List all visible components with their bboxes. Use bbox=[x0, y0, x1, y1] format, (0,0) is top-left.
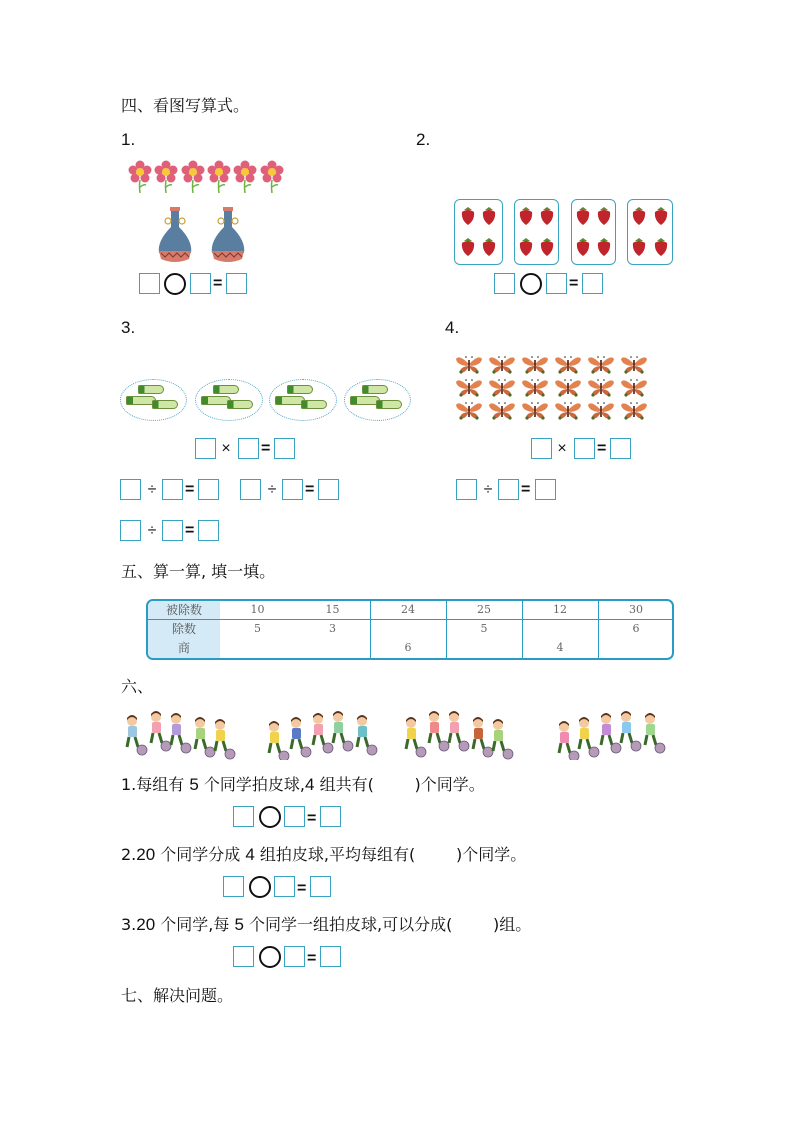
cell-dividend: 25 bbox=[477, 603, 491, 616]
cell-dividend: 30 bbox=[629, 603, 643, 616]
question-number: 20 bbox=[136, 915, 156, 934]
strawberry-icon bbox=[596, 237, 612, 257]
answer-blank[interactable] bbox=[374, 775, 415, 794]
strawberry-icon bbox=[653, 206, 669, 226]
corn-group-oval bbox=[195, 379, 263, 421]
strawberry-icon bbox=[575, 237, 591, 257]
question-2 bbox=[121, 845, 526, 865]
answer-box[interactable] bbox=[582, 273, 603, 294]
answer-box[interactable] bbox=[531, 438, 552, 459]
equals-sign: = bbox=[297, 880, 307, 897]
strawberry-group bbox=[454, 199, 503, 265]
flower-icon bbox=[154, 160, 178, 194]
problem-4-number: 4. bbox=[445, 318, 460, 337]
times-sign: × bbox=[557, 440, 567, 457]
butterfly-icons bbox=[455, 354, 651, 422]
answer-box[interactable] bbox=[223, 876, 244, 897]
answer-box[interactable] bbox=[456, 479, 477, 500]
cell-divisor[interactable]: 6 bbox=[632, 622, 640, 635]
answer-box[interactable] bbox=[546, 273, 567, 294]
children-bouncing-balls-icon bbox=[118, 708, 678, 760]
corn-group-oval bbox=[269, 379, 337, 421]
answer-box[interactable] bbox=[610, 438, 631, 459]
problem-1-number: 1. bbox=[121, 130, 136, 149]
cell-divisor[interactable]: 3 bbox=[329, 622, 336, 635]
answer-box[interactable] bbox=[162, 479, 183, 500]
equals-sign: = bbox=[305, 481, 315, 498]
divide-sign: ÷ bbox=[483, 481, 493, 498]
answer-box[interactable] bbox=[494, 273, 515, 294]
answer-box[interactable] bbox=[310, 876, 331, 897]
corn-icon bbox=[227, 400, 253, 409]
answer-box[interactable] bbox=[240, 479, 261, 500]
cell-dividend: 10 bbox=[250, 603, 265, 616]
equals-sign: = bbox=[213, 275, 223, 292]
answer-box[interactable] bbox=[535, 479, 556, 500]
equals-sign: = bbox=[307, 810, 317, 827]
flower-icon bbox=[207, 160, 231, 194]
cell-quotient[interactable]: 4 bbox=[556, 641, 564, 654]
equals-sign: = bbox=[261, 440, 271, 457]
cell-quotient[interactable]: 6 bbox=[404, 641, 412, 654]
cell-dividend: 24 bbox=[401, 603, 415, 616]
row-header-divisor: 除数 bbox=[171, 622, 196, 636]
question-number: 4 bbox=[305, 775, 315, 794]
answer-box[interactable] bbox=[282, 479, 303, 500]
answer-box[interactable] bbox=[320, 946, 341, 967]
strawberry-icon bbox=[481, 206, 497, 226]
children-ball-picture bbox=[118, 708, 678, 760]
corn-icon bbox=[287, 385, 313, 394]
equals-sign: = bbox=[185, 481, 195, 498]
question-1 bbox=[121, 775, 485, 795]
strawberry-icon bbox=[539, 237, 555, 257]
operator-circle[interactable] bbox=[259, 946, 281, 968]
answer-box[interactable] bbox=[318, 479, 339, 500]
answer-box[interactable] bbox=[284, 806, 305, 827]
answer-box[interactable] bbox=[120, 520, 141, 541]
answer-box[interactable] bbox=[190, 273, 211, 294]
cell-dividend: 15 bbox=[325, 603, 340, 616]
question-text: 个同学拍皮球, bbox=[198, 775, 306, 794]
answer-box[interactable] bbox=[198, 479, 219, 500]
answer-blank[interactable] bbox=[415, 845, 456, 864]
equals-sign: = bbox=[569, 275, 579, 292]
question-text: )个同学。 bbox=[414, 775, 485, 794]
butterfly-grid bbox=[455, 354, 651, 422]
row-header-quotient: 商 bbox=[177, 641, 190, 655]
question-text: 个同学,每 bbox=[155, 915, 235, 934]
strawberry-icon bbox=[518, 206, 534, 226]
strawberry-group bbox=[514, 199, 559, 265]
division-table bbox=[146, 599, 674, 660]
flower-icon bbox=[128, 160, 152, 194]
strawberry-group bbox=[571, 199, 616, 265]
corn-icon bbox=[362, 385, 388, 394]
strawberry-icon bbox=[631, 206, 647, 226]
strawberry-icon bbox=[596, 206, 612, 226]
answer-box[interactable] bbox=[574, 438, 595, 459]
problem-2-number: 2. bbox=[416, 130, 431, 149]
answer-box[interactable] bbox=[274, 876, 295, 897]
corn-group-oval bbox=[344, 379, 411, 421]
answer-box[interactable] bbox=[233, 806, 254, 827]
problem-3-number: 3. bbox=[121, 318, 136, 337]
strawberry-icon bbox=[460, 206, 476, 226]
question-text: 1.每组有 bbox=[121, 775, 190, 794]
equals-sign: = bbox=[307, 950, 317, 967]
strawberry-icon bbox=[460, 237, 476, 257]
divide-sign: ÷ bbox=[267, 481, 277, 498]
answer-box[interactable] bbox=[162, 520, 183, 541]
cell-divisor[interactable]: 5 bbox=[254, 622, 261, 635]
flower-icon bbox=[260, 160, 284, 194]
question-number: 5 bbox=[234, 915, 244, 934]
corn-icon bbox=[376, 400, 402, 409]
operator-circle[interactable] bbox=[249, 876, 271, 898]
question-text: )组。 bbox=[493, 915, 532, 934]
strawberry-icon bbox=[653, 237, 669, 257]
row-header-dividend: 被除数 bbox=[165, 603, 202, 617]
question-number: 5 bbox=[189, 775, 199, 794]
corn-icon bbox=[152, 400, 178, 409]
answer-box[interactable] bbox=[233, 946, 254, 967]
section-7-title: 七、解决问题。 bbox=[121, 986, 234, 1005]
answer-box[interactable] bbox=[320, 806, 341, 827]
equals-sign: = bbox=[185, 522, 195, 539]
question-3 bbox=[121, 915, 531, 935]
question-text: )个同学。 bbox=[455, 845, 527, 864]
strawberry-icon bbox=[518, 237, 534, 257]
answer-box[interactable] bbox=[226, 273, 247, 294]
answer-box[interactable] bbox=[198, 520, 219, 541]
operator-circle[interactable] bbox=[164, 273, 186, 295]
strawberry-icon bbox=[631, 237, 647, 257]
corn-group-oval bbox=[120, 379, 187, 421]
divide-sign: ÷ bbox=[147, 522, 157, 539]
strawberry-icon bbox=[575, 206, 591, 226]
answer-box[interactable] bbox=[498, 479, 519, 500]
vase-icon bbox=[155, 207, 195, 265]
answer-box[interactable] bbox=[195, 438, 216, 459]
corn-icon bbox=[213, 385, 239, 394]
flower-icon bbox=[233, 160, 257, 194]
cell-divisor[interactable]: 5 bbox=[480, 622, 488, 635]
question-text: 组共有( bbox=[314, 775, 374, 794]
answer-box[interactable] bbox=[238, 438, 259, 459]
cell-dividend: 12 bbox=[553, 603, 567, 616]
divide-sign: ÷ bbox=[147, 481, 157, 498]
question-number: 4 bbox=[245, 845, 255, 864]
equals-sign: = bbox=[597, 440, 607, 457]
corn-icon bbox=[301, 400, 327, 409]
answer-box[interactable] bbox=[120, 479, 141, 500]
section-6-title: 六、 bbox=[121, 677, 154, 696]
answer-blank[interactable] bbox=[452, 915, 493, 934]
strawberry-icon bbox=[539, 206, 555, 226]
times-sign: × bbox=[221, 440, 231, 457]
equals-sign: = bbox=[521, 481, 531, 498]
section-4-title: 四、看图写算式。 bbox=[121, 96, 250, 115]
answer-box[interactable] bbox=[139, 273, 160, 294]
strawberry-icon bbox=[481, 237, 497, 257]
question-text: 组拍皮球,平均每组有( bbox=[254, 845, 416, 864]
flower-icon bbox=[181, 160, 205, 194]
answer-box[interactable] bbox=[284, 946, 305, 967]
corn-icon bbox=[138, 385, 164, 394]
question-text: 个同学分成 bbox=[155, 845, 246, 864]
question-text: 2. bbox=[121, 845, 137, 864]
operator-circle[interactable] bbox=[520, 273, 542, 295]
answer-box[interactable] bbox=[274, 438, 295, 459]
vase-icon bbox=[208, 207, 248, 265]
question-number: 20 bbox=[136, 845, 156, 864]
question-text: 个同学一组拍皮球,可以分成( bbox=[243, 915, 453, 934]
operator-circle[interactable] bbox=[259, 806, 281, 828]
question-text: 3. bbox=[121, 915, 137, 934]
strawberry-group bbox=[627, 199, 673, 265]
section-5-title: 五、算一算, 填一填。 bbox=[121, 562, 276, 581]
